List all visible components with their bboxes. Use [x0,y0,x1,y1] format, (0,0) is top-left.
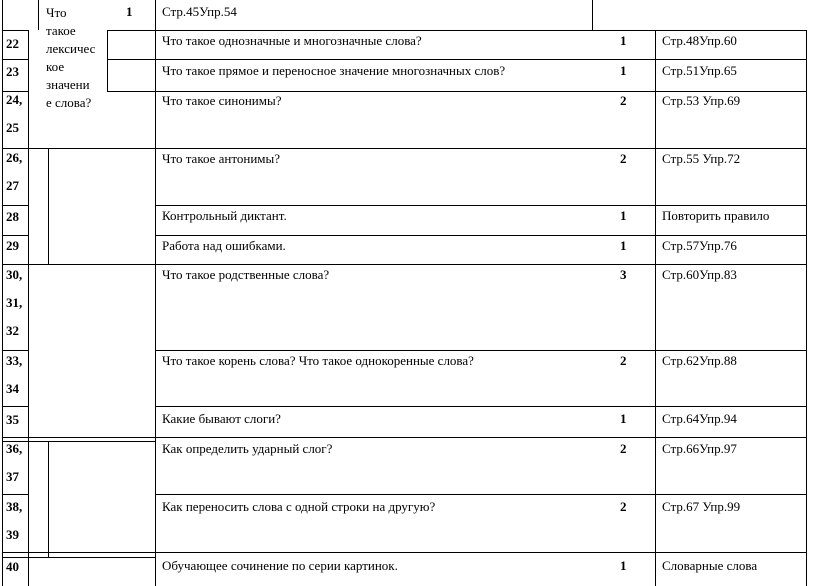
grid-line [2,437,807,438]
grid-line [48,441,49,557]
hours-cell: 1 [620,33,627,48]
page-reference: Стр.64Упр.94 [662,411,737,426]
lesson-number: 23 [6,64,19,79]
grid-line [155,494,807,495]
grid-line [107,30,108,92]
topic-line: е слова? [46,95,92,110]
topic-cell [46,4,104,112]
hours-cell: 1 [126,4,133,19]
topic-line: кое [46,59,65,74]
topic-line: Что [46,5,67,20]
grid-line [155,406,807,407]
hours-cell: 3 [620,267,627,282]
grid-line [2,557,156,558]
grid-line [38,0,39,30]
grid-line [155,350,807,351]
grid-line [155,235,807,236]
lesson-number: 39 [6,527,19,542]
lesson-number: 26, [6,150,23,165]
grid-line [2,148,807,149]
grid-line [2,30,29,31]
grid-line [2,441,156,442]
lesson-title: Контрольный диктант. [162,208,287,223]
lesson-number: 25 [6,120,19,135]
grid-line [28,30,29,586]
hours-cell: 2 [620,353,627,368]
lesson-title: Что такое однозначные и многозначные слова? [162,33,422,48]
lesson-title: Работа над ошибками. [162,238,286,253]
topic-line: значени [46,77,90,92]
grid-line [107,59,807,60]
grid-line [48,148,49,264]
page-reference: Стр.55 Упр.72 [662,151,741,166]
grid-line [655,30,656,586]
lesson-title: Что такое синонимы? [162,93,282,108]
grid-line [2,350,29,351]
page-reference: Стр.66Упр.97 [662,441,737,456]
hours-cell: 1 [620,208,627,223]
page-reference: Словарные слова [662,558,758,573]
grid-line [2,59,29,60]
hours-cell: 1 [620,238,627,253]
lesson-title: Обучающее сочинение по серии картинок. [162,558,398,573]
grid-line [155,30,807,31]
lesson-title: Какие бывают слоги? [162,411,281,426]
table-border-right [806,30,807,586]
lesson-number: 30, [6,267,23,282]
grid-line [107,91,807,92]
lesson-number: 24, [6,92,23,107]
hours-cell: 2 [620,151,627,166]
lesson-number: 38, [6,499,23,514]
table-border-left [2,0,3,586]
page-reference: Стр.45Упр.54 [162,4,237,19]
grid-line [155,205,807,206]
hours-cell: 2 [620,441,627,456]
lesson-number: 28 [6,209,19,224]
lesson-number: 35 [6,412,19,427]
hours-cell: 1 [620,63,627,78]
page-reference: Повторить правило [662,208,770,223]
grid-line [2,205,29,206]
grid-line [592,0,593,30]
lesson-number: 29 [6,238,19,253]
grid-line [107,30,155,31]
page-reference: Стр.57Упр.76 [662,238,737,253]
page-reference: Стр.48Упр.60 [662,33,737,48]
lesson-number: 27 [6,178,19,193]
lesson-number: 33, [6,353,23,368]
lesson-title: Что такое корень слова? Что такое однокоренные слова? [162,353,474,368]
grid-line [155,30,156,586]
lesson-title: Что такое прямое и переносное значение многозначных слов? [162,63,506,78]
hours-cell: 1 [620,558,627,573]
grid-line [2,406,29,407]
grid-line [2,235,29,236]
grid-line [2,494,29,495]
grid-line [2,552,807,553]
page-reference: Стр.60Упр.83 [662,267,737,282]
lesson-number: 31, [6,295,23,310]
hours-cell: 1 [620,411,627,426]
page-reference: Стр.62Упр.88 [662,353,737,368]
lesson-title: Как переносить слова с одной строки на другую? [162,499,436,514]
hours-cell: 2 [620,93,627,108]
page-reference: Стр.51Упр.65 [662,63,737,78]
page-reference: Стр.67 Упр.99 [662,499,741,514]
topic-line: лексичес [46,41,96,56]
lesson-number: 22 [6,36,19,51]
grid-line [155,0,156,30]
lesson-title: Что такое антонимы? [162,151,281,166]
lesson-number: 36, [6,441,23,456]
page-reference: Стр.53 Упр.69 [662,93,741,108]
lesson-number: 37 [6,469,19,484]
hours-cell: 2 [620,499,627,514]
lesson-title: Как определить ударный слог? [162,441,333,456]
lesson-number: 34 [6,381,19,396]
lesson-number: 32 [6,323,19,338]
grid-line [2,264,807,265]
lesson-title: Что такое родственные слова? [162,267,330,282]
topic-line: такое [46,23,76,38]
lesson-number: 40 [6,559,19,574]
